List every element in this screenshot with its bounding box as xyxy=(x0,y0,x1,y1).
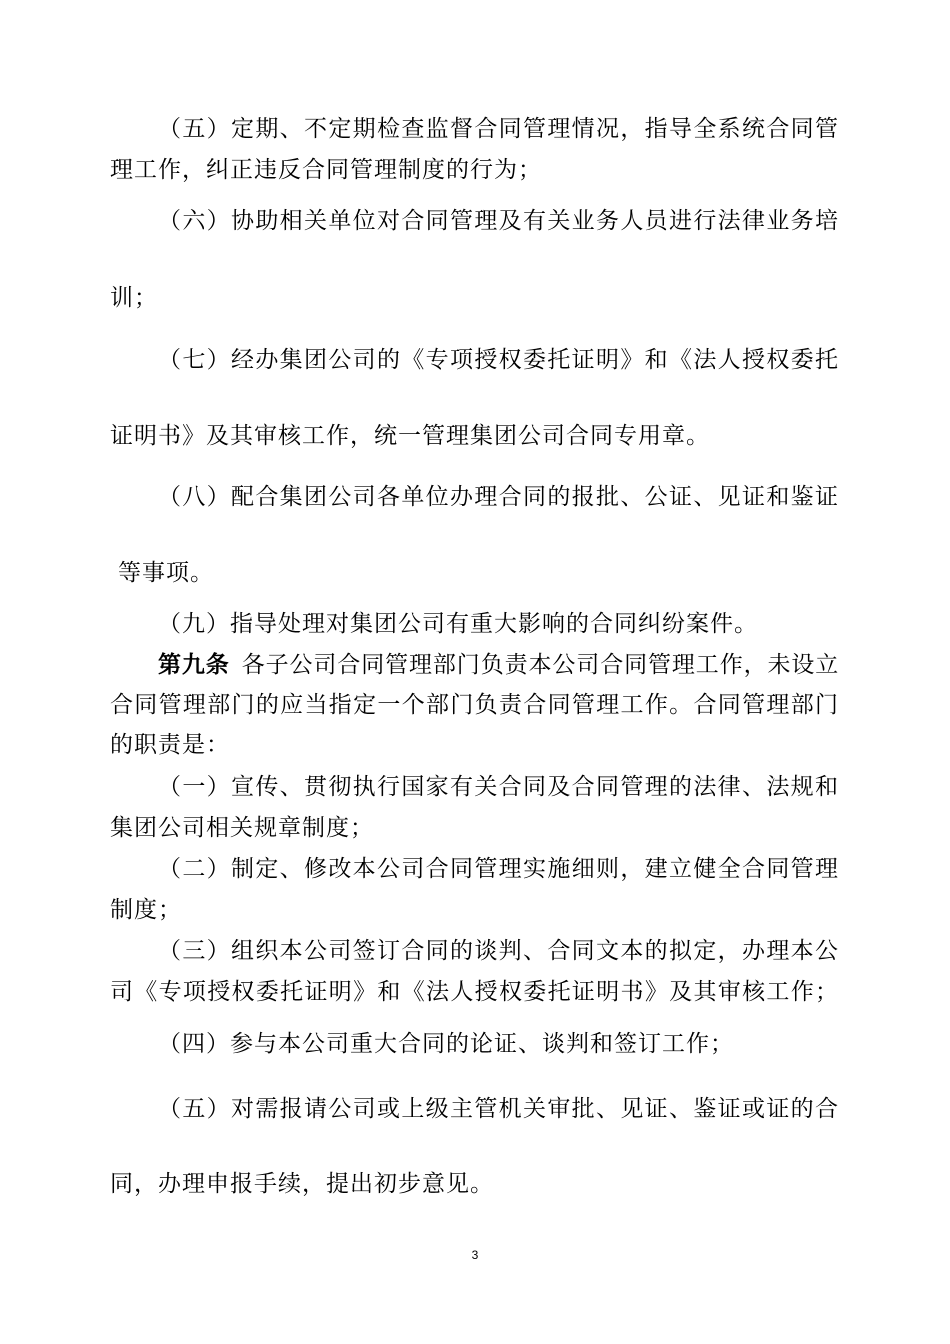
paragraph-text: 各子公司合同管理部门负责本公司合同管理工作，未设立 xyxy=(241,652,840,678)
article-label: 第九条 xyxy=(158,651,230,678)
paragraph-line: 等事项。 xyxy=(118,560,214,586)
paragraph-line: （八）配合集团公司各单位办理合同的报批、公证、见证和鉴证 xyxy=(158,484,838,510)
paragraph-line: 训； xyxy=(110,285,158,311)
article-line xyxy=(158,650,839,680)
paragraph-line: 的职责是： xyxy=(110,732,230,758)
paragraph-line: 司《专项授权委托证明》和《法人授权委托证明书》及其审核工作； xyxy=(110,979,838,1005)
paragraph-line: （七）经办集团公司的《专项授权委托证明》和《法人授权委托 xyxy=(158,347,838,373)
paragraph-line: 同，办理申报手续，提出初步意见。 xyxy=(110,1171,494,1197)
paragraph-line: （五）定期、不定期检查监督合同管理情况，指导全系统合同管 xyxy=(158,116,838,142)
paragraph-line: （九）指导处理对集团公司有重大影响的合同纠纷案件。 xyxy=(158,611,758,637)
paragraph-line: （三）组织本公司签订合同的谈判、合同文本的拟定，办理本公 xyxy=(158,938,838,964)
paragraph-line: （二）制定、修改本公司合同管理实施细则，建立健全合同管理 xyxy=(158,856,838,882)
paragraph-line: （四）参与本公司重大合同的论证、谈判和签订工作； xyxy=(158,1031,734,1057)
paragraph-line: 证明书》及其审核工作，统一管理集团公司合同专用章。 xyxy=(110,423,710,449)
paragraph-line: 制度； xyxy=(110,897,182,923)
page-number: 3 xyxy=(471,1248,479,1262)
paragraph-line: 理工作，纠正违反合同管理制度的行为； xyxy=(110,157,542,183)
paragraph-line: （六）协助相关单位对合同管理及有关业务人员进行法律业务培 xyxy=(158,208,838,234)
paragraph-line: （一）宣传、贯彻执行国家有关合同及合同管理的法律、法规和 xyxy=(158,774,838,800)
paragraph-line: （五）对需报请公司或上级主管机关审批、见证、鉴证或证的合 xyxy=(158,1096,838,1122)
paragraph-line: 集团公司相关规章制度； xyxy=(110,815,374,841)
paragraph-line: 合同管理部门的应当指定一个部门负责合同管理工作。合同管理部门 xyxy=(110,692,838,718)
